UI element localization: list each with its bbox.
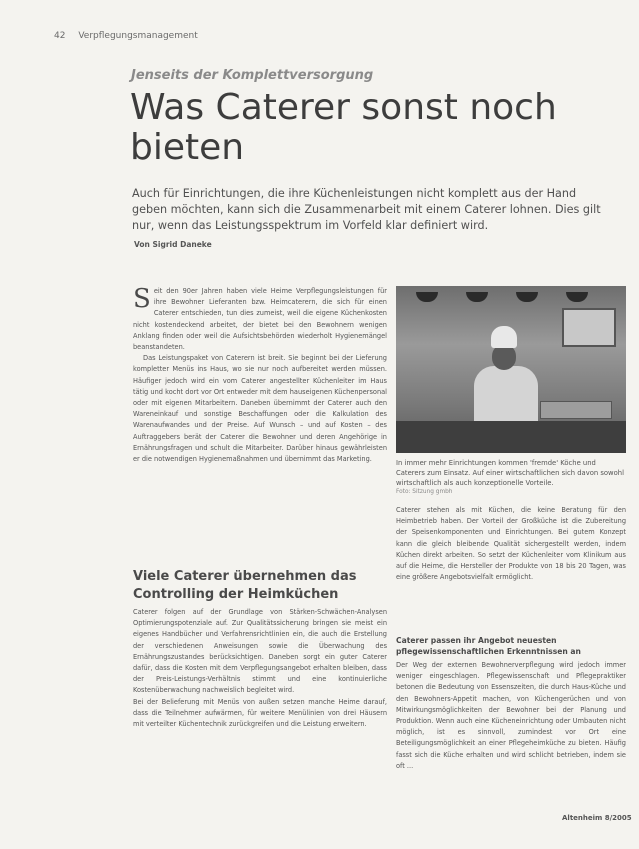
window xyxy=(562,308,616,347)
drop-cap: S xyxy=(133,284,151,314)
section-subhead-2: Caterer passen ihr Angebot neuesten pflegewissenschaftlichen Erkenntnissen an xyxy=(396,636,581,656)
right-column xyxy=(396,505,626,583)
chef-hat-icon xyxy=(491,326,517,348)
photo-caption: In immer mehr Einrichtungen kommen 'fremde' Köche und Caterers zum Einsatz. Auf einer wirtschaftlichen sich davon sowohl wirtschaftlich als auch konzeptionelle Vorteile. xyxy=(396,459,624,487)
right-column-2 xyxy=(396,660,626,772)
article-lead: Auch für Einrichtungen, die ihre Küchenleistungen nicht komplett aus der Hand geben möchten, kann sich die Zusammenarbeit mit einem Caterer lohnen. Dies gilt nur, wenn das Leistungsspektrum im Vorfeld klar definiert wird. xyxy=(132,187,601,232)
section-name: Verpflegungsmanagement xyxy=(78,31,198,41)
paragraph-3: Caterer folgen auf der Grundlage von Stärken-Schwächen-Analysen Optimierungspotenziale auf. Zur Qualitätssicherung bringen sie meist ein eigenes Handbücher und Verfahrensrichtlinien ein, die auch die Erstellung der verschiedenen Anweisungen sowie die Überwachung des Ernährungszustandes berücksichtigen. Daneben sorgt ein guter Caterer dafür, dass die Kosten mit dem Verpflegungsangebot erhalten bleiben, dass der Preis-Leistungs-Verhältnis stimmt und eine kontinuierliche Kostenüberwachung nachweislich begleitet wird. xyxy=(133,608,387,695)
ceiling-lamp-icon xyxy=(416,292,438,302)
section-subhead: Viele Caterer übernehmen das Controlling der Heimküchen xyxy=(133,569,357,602)
paragraph-1 xyxy=(133,286,387,353)
article-title: Was Caterer sonst noch bieten xyxy=(130,87,557,168)
paragraph-2: Das Leistungspaket von Caterern ist breit. Sie beginnt bei der Lieferung kompletter Menüs ins Haus, wo sie nur noch aufbereitet werden müssen. Häufiger jedoch wird ein vom Caterer angestellter Küchenleiter im Haus tätig und kocht dort vor Ort entweder mit dem hauseigenen Küchenpersonal oder mit eigenen Mitarbeitern. Daneben übernimmt der Caterer auch den Wareneinkauf und sonstige Beschaffungen oder die Kalkulation des Warenaufwandes und der Preise. Auf Wunsch – und auf Kosten – des Auftraggebers berät der Caterer die Bewohner und deren Angehörige in Ernährungsfragen und schult die Mitarbeiter. Darüber hinaus gewährleisten er die notwendigen Hygienemaßnahmen und übernimmt das Marketing. xyxy=(133,354,387,464)
left-column xyxy=(133,286,387,465)
page-footer: Altenheim 8/2005 xyxy=(562,814,632,822)
byline: Von Sigrid Daneke xyxy=(134,240,212,249)
ceiling-lamp-icon xyxy=(516,292,538,302)
paragraph-6: Der Weg der externen Bewohnerverpflegung wird jedoch immer weniger eingeschlagen. Pflegewissenschaft und Pflegepraktiker betonen die Bedeutung von Essenszeiten, die durch Haus-Küche und den Bewohners-Appetit machen, von Küchengerüchen und von Mitwirkungsmöglichkeiten der Bewohner bei der Planung und Produktion. Wenn auch eine Kücheneinrichtung oder Umbauten nicht möglich, ist es sinnvoll, zumindest vor Ort eine Beteiligungsmöglichkeit an einer Pflegeheimküche zu bieten. Häufig fasst sich die Küche erhalten und wird schlicht betrieben, indem sie oft ... xyxy=(396,661,626,770)
paragraph-4: Bei der Belieferung mit Menüs von außen setzen manche Heime darauf, dass die Teilnehmer aufwärmen, für weitere Menülinien von drei Häusern mit verteilter Küchentechnik zurückgreifen und die Leistung erweitern. xyxy=(133,697,387,729)
food-tray xyxy=(540,401,612,419)
article-kicker: Jenseits der Komplettversorgung xyxy=(131,68,374,83)
paragraph-1-text: eit den 90er Jahren haben viele Heime Verpflegungsleistungen für ihre Bewohner Lieferanten bzw. Heimcaterern, die sich für einen Caterer entschieden, tun dies zumeist, weil die eigene Küchenkosten nicht kostendeckend arbeitet, der bietet bei den Bewohnern wenigen Anklang finden oder weil die Aufsichtsbehörden wiederholt Hygienemängel beanstandeten. xyxy=(133,287,387,352)
running-header xyxy=(54,31,198,41)
page-number: 42 xyxy=(54,31,66,41)
kitchen-photo xyxy=(396,286,626,453)
paragraph-5: Caterer stehen als mit Küchen, die keine Beratung für den Heimbetrieb haben. Der Vorteil der Großküche ist die Zubereitung der Speisenkomponenten und Einrichtungen. Bei gutem Konzept kann die gleich bleibende Qualität sichergestellt werden, indem Küchen direkt arbeiten. So setzt der Küchenleiter vom Klinikum aus auf die Heime, die Hersteller der Produkte von 18 bis 20 Tagen, was eine größere Angebotsvielfalt ermöglicht. xyxy=(396,506,626,582)
photo-credit: Foto: Sitzung gmbh xyxy=(396,489,453,495)
left-column-2 xyxy=(133,607,387,730)
ceiling-lamp-icon xyxy=(566,292,588,302)
ceiling-lamp-icon xyxy=(466,292,488,302)
kitchen-counter xyxy=(396,421,626,453)
